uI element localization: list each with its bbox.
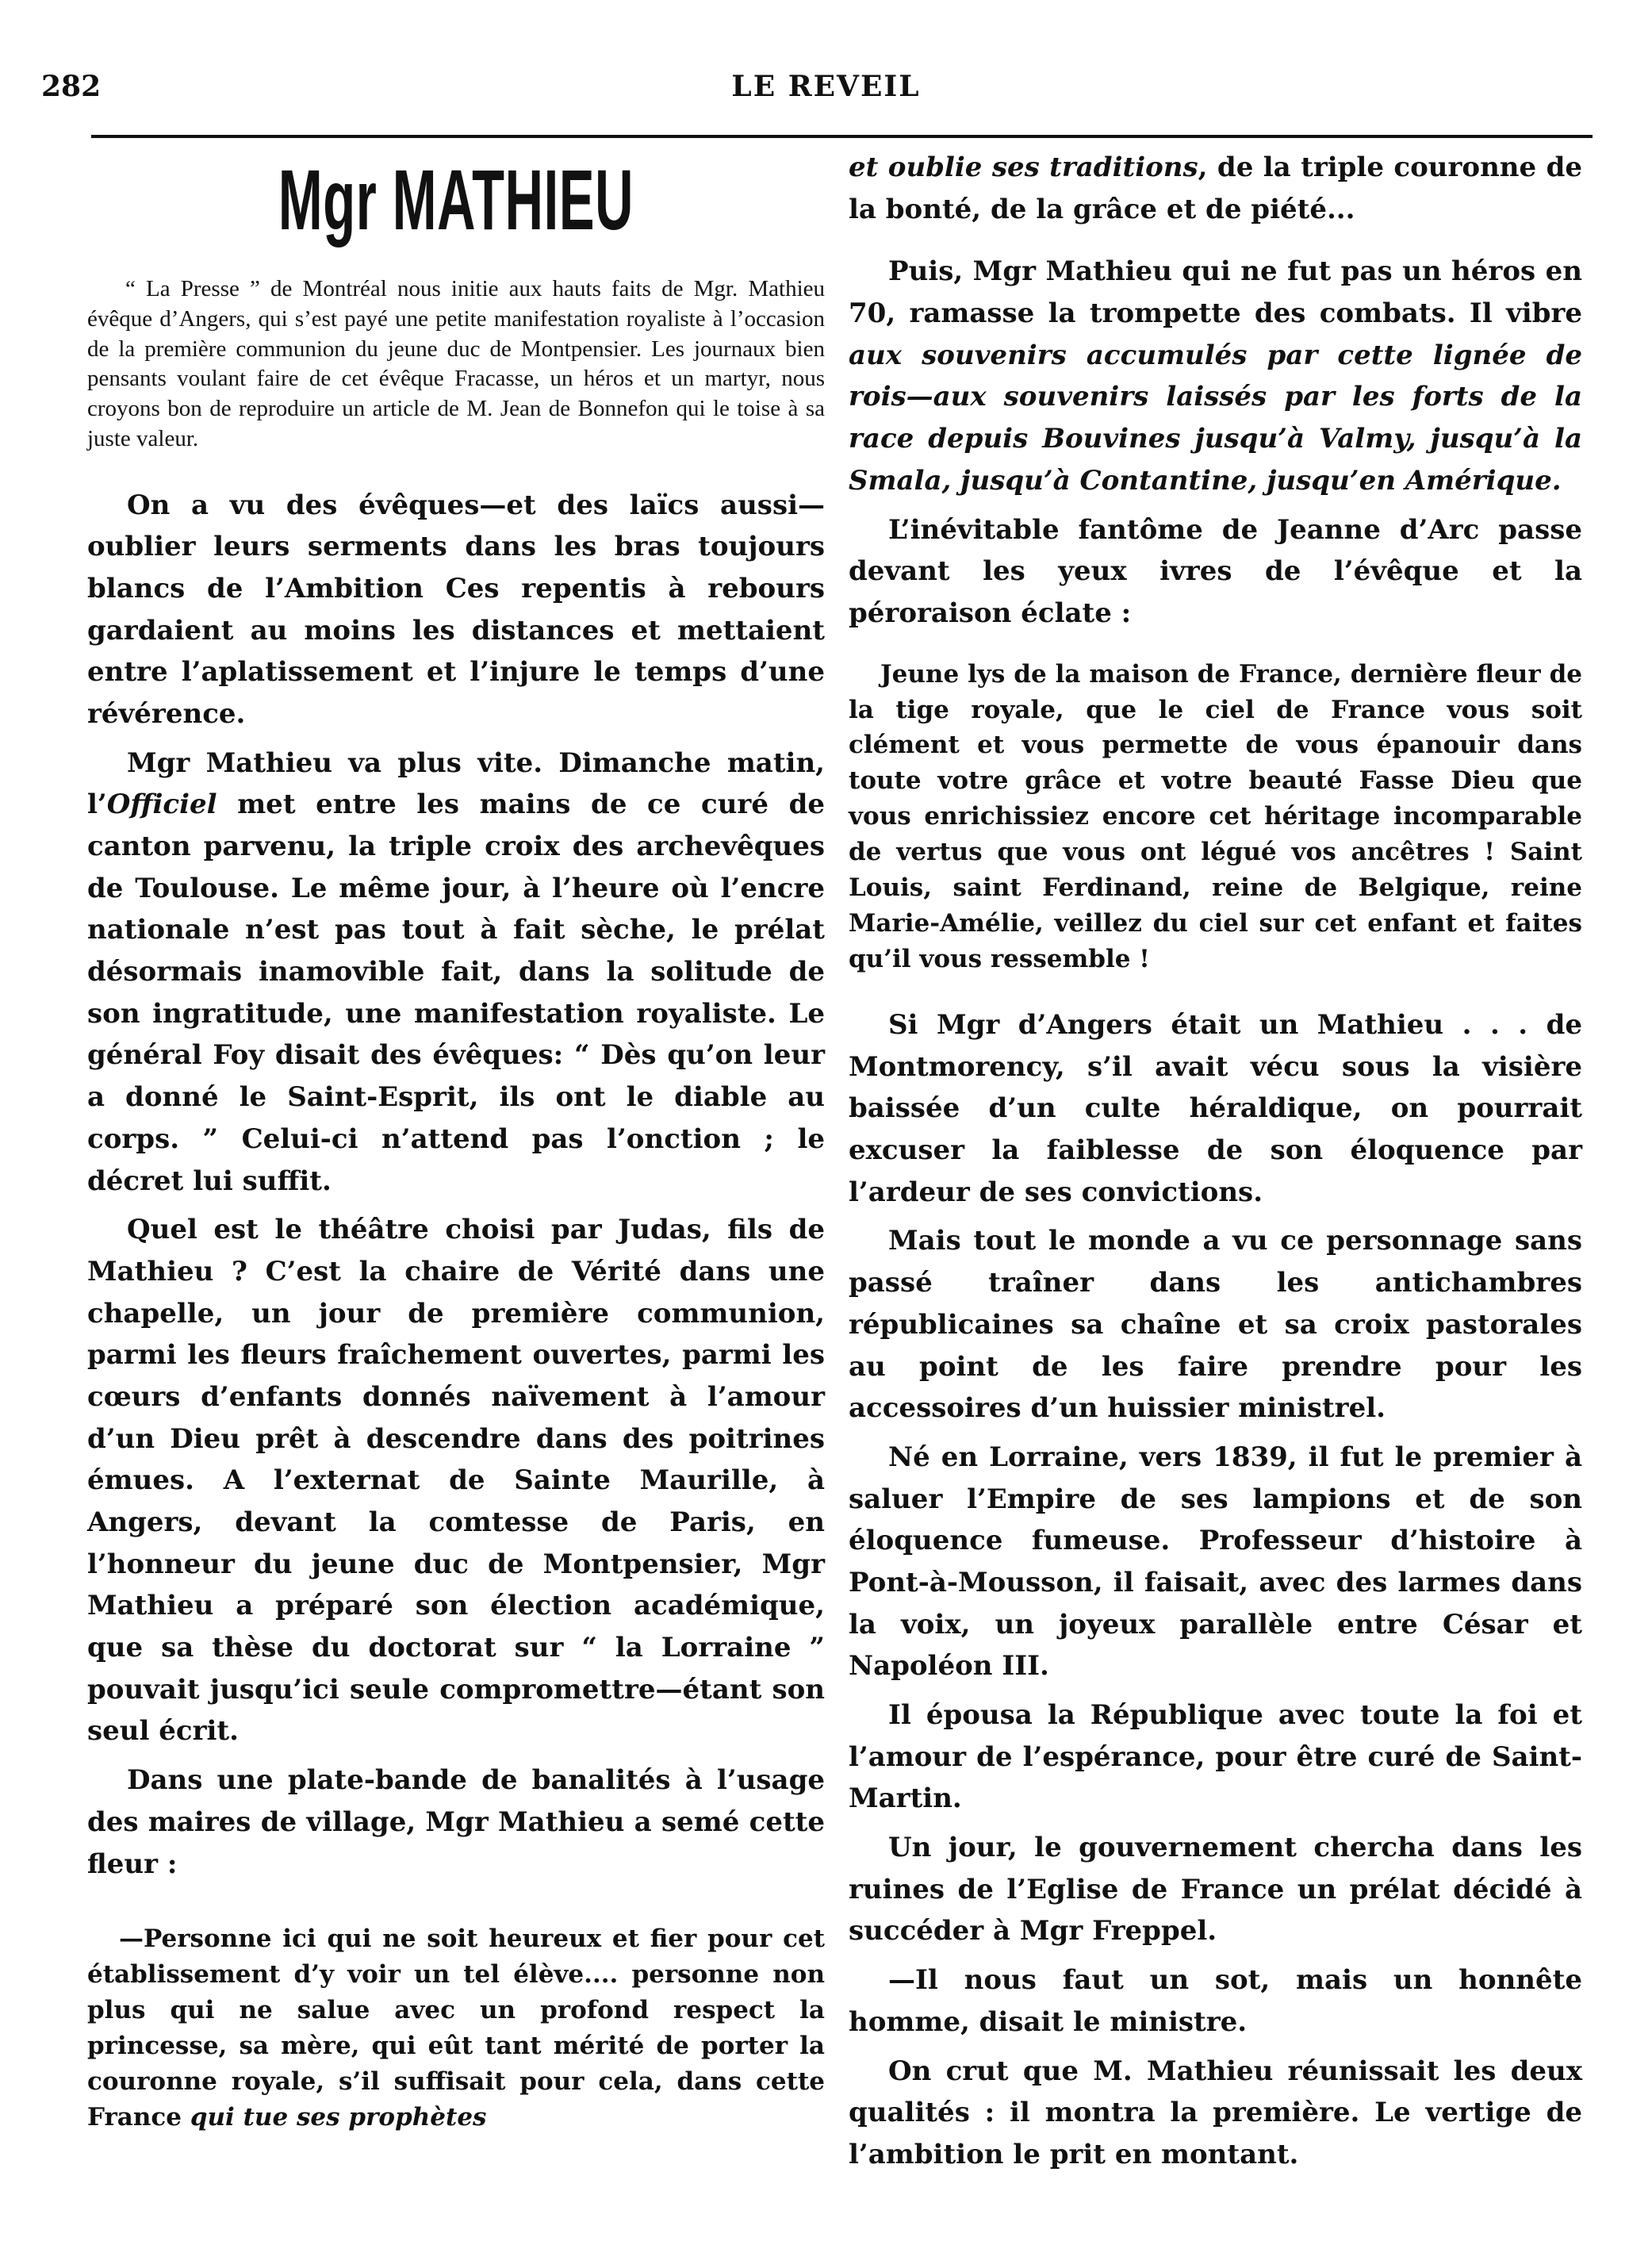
paragraph: On crut que M. Mathieu réunissait les deux qualités : il montra la première. Le vertige de l’ambition le prit en montant. bbox=[849, 2055, 1582, 2170]
paragraph bbox=[849, 251, 1582, 501]
paragraph: Mais tout le monde a vu ce personnage sans passé traîner dans les antichambres républicaines sa chaîne et sa croix pastorales au point de les faire prendre pour les accessoires d’un huissier ministrel. bbox=[849, 1225, 1582, 1425]
paragraph bbox=[87, 743, 825, 1203]
block-quote bbox=[87, 1921, 825, 2135]
paragraph bbox=[849, 147, 1582, 230]
intro-note: “ La Presse ” de Montréal nous initie aux hauts faits de Mgr. Mathieu évêque d’Angers, qui s’est payé une petite manifestation royaliste à l’occasion de la première communion du jeune duc de Montpensier. Les journaux bien pensants voulant faire de cet évêque Fracasse, un héros et un martyr, nous croyons bon de reproduire un article de M. Jean de Bonnefon qui le toise à sa juste valeur. bbox=[87, 276, 825, 451]
text-run: Puis, Mgr Mathieu qui ne fut pas un héros en 70, ramasse la trompette des combats. Il vibre bbox=[849, 255, 1582, 330]
left-column bbox=[87, 147, 825, 2161]
text-run: —Personne ici qui ne soit heureux et fier pour cet établissement d’y voir un tel élève.... personne non plus qui ne salue avec un profond respect la princesse, sa mère, qui eût tant mérité de porter la couronne royale, s’il suffisait pour cela, dans cette France bbox=[87, 1924, 825, 2132]
header-rule bbox=[91, 135, 1593, 138]
page-number: 282 bbox=[41, 70, 102, 103]
text-run: , de la triple couronne de la bonté, de la grâce et de piété... bbox=[849, 152, 1582, 225]
text-run: met entre les mains de ce curé de canton parvenu, la triple croix des archevêques de Toulouse. Le même jour, à l’heure où l’encre nationale n’est pas tout à fait sèche, le prélat désormais inamovible fait, dans la solitude de son ingratitude, une manifestation royaliste. Le général Foy disait des évêques: “ Dès qu’on leur a donné le Saint-Esprit, ils ont le diable au corps. ” Celui-ci n’attend pas l’onction ; le décret lui suffit. bbox=[87, 789, 825, 1197]
paragraph: Si Mgr d’Angers était un Mathieu . . . de Montmorency, s’il avait vécu sous la visière baissée d’un culte héraldique, on pourrait excuser la faiblesse de son éloquence par l’ardeur de ses convictions. bbox=[849, 1009, 1582, 1208]
italic-run: aux souvenirs accumulés par cette lignée de rois—aux souvenirs laissés par les forts de la race depuis Bouvines jusqu’à Valmy, jusqu’à la Smala, jusqu’à Contantine, jusqu’en Amérique. bbox=[849, 339, 1582, 497]
italic-run: qui tue ses prophètes bbox=[190, 2102, 487, 2132]
italic-run: et oublie ses traditions bbox=[849, 152, 1198, 183]
paragraph: Quel est le théâtre choisi par Judas, fils de Mathieu ? C’est la chaire de Vérité dans une chapelle, un jour de première communion, parmi les fleurs fraîchement ouvertes, parmi les cœurs d’enfants donnés naïvement à l’amour d’un Dieu prêt à descendre dans des poitrines émues. A l’externat de Sainte Maurille, à Angers, devant la comtesse de Paris, en l’honneur du jeune duc de Montpensier, Mgr Mathieu a préparé son élection académique, que sa thèse du doctorat sur “ la Lorraine ” pouvait jusqu’ici seule compromettre—étant son seul écrit. bbox=[87, 1214, 825, 1748]
paragraph: Un jour, le gouvernement chercha dans les ruines de l’Eglise de France un prélat décidé à succéder à Mgr Freppel. bbox=[849, 1832, 1582, 1947]
article-title: Mgr MATHIEU bbox=[278, 152, 634, 248]
page-header bbox=[0, 70, 1652, 117]
paragraph: Il épousa la République avec toute la foi et l’amour de l’espérance, pour être curé de Saint-Martin. bbox=[849, 1699, 1582, 1815]
text-run: Mgr Mathieu va plus vite. Dimanche matin, l’ bbox=[87, 746, 825, 821]
right-column bbox=[849, 147, 1582, 2183]
paragraph: Né en Lorraine, vers 1839, il fut le premier à saluer l’Empire de ses lampions et de son éloquence fumeuse. Professeur d’histoire à Pont-à-Mousson, il faisait, avec des larmes dans la voix, un joyeux parallèle entre César et Napoléon III. bbox=[849, 1441, 1582, 1683]
paragraph: Dans une plate-bande de banalités à l’usage des maires de village, Mgr Mathieu a semé cette fleur : bbox=[87, 1764, 825, 1880]
block-quote: Jeune lys de la maison de France, dernière fleur de la tige royale, que le ciel de France vous soit clément et vous permette de vous épanouir dans toute votre grâce et votre beauté Fasse Dieu que vous enrichissiez encore cet héritage incomparable de vertus que vous ont légué vos ancêtres ! Saint Louis, saint Ferdinand, reine de Belgique, reine Marie-Amélie, veillez du ciel sur cet enfant et faites qu’il vous ressemble ! bbox=[849, 659, 1582, 974]
italic-run: Officiel bbox=[106, 789, 217, 821]
paragraph: L’inévitable fantôme de Jeanne d’Arc passe devant les yeux ivres de l’évêque et la péroraison éclate : bbox=[849, 513, 1582, 629]
paragraph: On a vu des évêques—et des laïcs aussi— oublier leurs serments dans les bras toujours blancs de l’Ambition Ces repentis à rebours gardaient au moins les distances et mettaient entre l’aplatissement et l’injure le temps d’une révérence. bbox=[87, 489, 825, 730]
running-head: LE REVEIL bbox=[731, 70, 921, 103]
paragraph: —Il nous faut un sot, mais un honnête homme, disait le ministre. bbox=[849, 1964, 1582, 2038]
